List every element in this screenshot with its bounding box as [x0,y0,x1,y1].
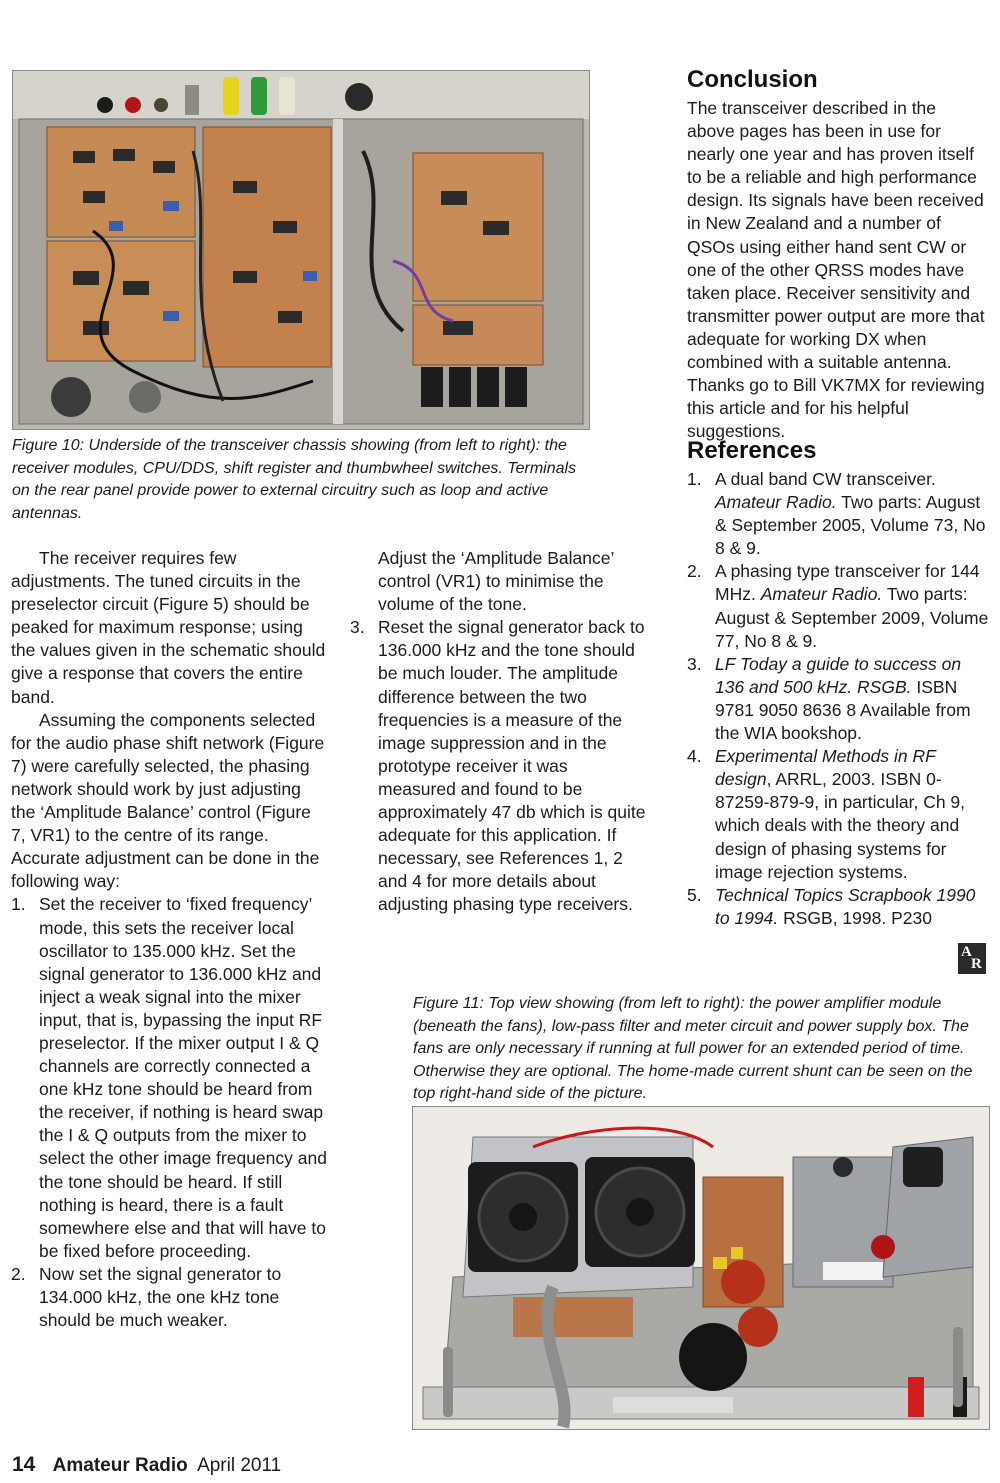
conclusion-heading: Conclusion [687,66,818,93]
reference-item [687,653,989,745]
step-3-number: 3. [350,617,365,638]
reference-number: 5. [687,884,702,905]
logo-a: A [961,944,972,960]
step-1-number: 1. [11,894,26,915]
reference-item [687,884,989,930]
figure-11-photo [412,1106,990,1430]
paragraph-receiver-adjustments: The receiver requires few adjustments. The tuned circuits in the preselector circuit (Figure 5) should be peaked for maximum response; using the values given in the schematic should give a response that covers the entire band. [11,548,326,707]
reference-title: Amateur Radio. [715,492,837,513]
reference-title: Technical Topics Scrapbook 1990 to 1994. [715,884,976,928]
figure-11-caption: Figure 11: Top view showing (from left to right): the power amplifier module (beneath the fans), low-pass filter and meter circuit and power supply box. The fans are only necessary if running at full power for an extended period of time. Otherwise they are optional. The home-made current shunt can be seen on the top right-hand side of the picture. [413,995,973,1102]
reference-title: Amateur Radio. [760,584,883,605]
reference-number: 4. [687,746,702,767]
step-1 [11,893,329,1263]
step-2-number: 2. [11,1263,26,1284]
reference-item [687,468,989,560]
figure-10-caption: Figure 10: Underside of the transceiver chassis showing (from left to right): the receiver modules, CPU/DDS, shift register and thumbwheel switches. Terminals on the rear panel provide power to external circuitry such as loop and active antennas. [12,437,577,522]
reference-number: 3. [687,653,702,674]
reference-number: 1. [687,469,702,489]
reference-text: A phasing type transceiver for 144 MHz. [715,561,980,605]
reference-item [687,560,989,652]
reference-details: , ARRL, 2003. ISBN 0-87259-879-9, in particular, Ch 9, which deals with the theory and design of phasing systems for image rejection systems. [715,769,966,882]
reference-text: A dual band CW transceiver. [715,469,936,489]
references-section [687,437,989,930]
magazine-name: Amateur Radio [52,1455,188,1476]
page-footer [12,1453,281,1477]
conclusion-section [687,66,987,443]
step-3-text: Reset the signal generator back to 136.000 kHz and the tone should be much louder. The amplitude difference between the two frequencies is a measure of the image suppression and in the prototype receiver it was measured and found to be approximately 47 db which is quite adequate for this application. If necessary, see References 1, 2 and 4 for more details about adjusting phasing type receivers. [378,617,646,915]
adjustment-steps [11,893,329,1332]
reference-details: RSGB, 1998. P230 [778,907,932,928]
issue-date: April 2011 [197,1455,282,1476]
figure-11-illustration [413,1107,989,1429]
step-2-continued-text: Adjust the ‘Amplitude Balance’ control (VR1) to minimise the volume of the tone. [378,548,614,615]
figure-10-illustration [13,71,589,429]
reference-title: Experimental Methods in RF design [715,746,936,790]
references-list [687,468,989,930]
reference-details: ISBN 9781 9050 8636 8 Available from the WIA bookshop. [715,676,971,744]
logo-r: R [971,956,982,972]
page-number: 14 [12,1453,36,1476]
middle-column [350,547,650,917]
left-column [11,547,329,1332]
reference-details: Two parts: August & September 2009, Volume 77, No 8 & 9. [715,584,989,651]
step-2 [11,1263,329,1332]
reference-item [687,745,989,884]
step-2-text: Now set the signal generator to 134.000 kHz, the one kHz tone should be much weaker. [39,1263,282,1331]
step-2-continued [350,547,650,616]
step-3 [350,616,650,916]
conclusion-text: The transceiver described in the above pages has been in use for nearly one year and has proven itself to be a reliable and high performance design. Its signals have been received in New Zealand and a number of QSOs using either hand sent CW or one of the other QRSS modes have taken place. Receiver sensitivity and transmitter power output are more that adequate for working DX when combined with a suitable antenna. Thanks go to Bill VK7MX for reviewing this article and for his helpful suggestions. [687,98,985,442]
ar-logo [958,943,986,974]
reference-title: LF Today a guide to success on 136 and 500 kHz. RSGB. [715,653,962,697]
reference-details: Two parts: August & September 2005, Volume 73, No 8 & 9. [715,492,986,559]
figure-10-photo [12,70,590,430]
references-heading: References [687,437,817,464]
step-1-text: Set the receiver to ‘fixed frequency’ mode, this sets the receiver local oscillator to 135.000 kHz. Set the signal generator to 136.000 kHz and inject a weak signal into the mixer input, that is, bypassing the input RF preselector. If the mixer output I & Q channels are correctly connected a one kHz tone should be heard from the receiver, if nothing is heard swap the I & Q outputs from the mixer to select the other image frequency and the tone should be heard. If still nothing is heard, there is a fault somewhere else and that will have to be fixed before proceeding. [39,894,327,1261]
reference-number: 2. [687,561,702,582]
paragraph-phase-shift-network: Assuming the components selected for the audio phase shift network (Figure 7) were carefully selected, the phasing network should work by just adjusting the ‘Amplitude Balance’ control (Figure 7, VR1) to the centre of its range. Accurate adjustment can be done in the following way: [11,709,325,892]
adjustment-steps-continued [350,547,650,917]
